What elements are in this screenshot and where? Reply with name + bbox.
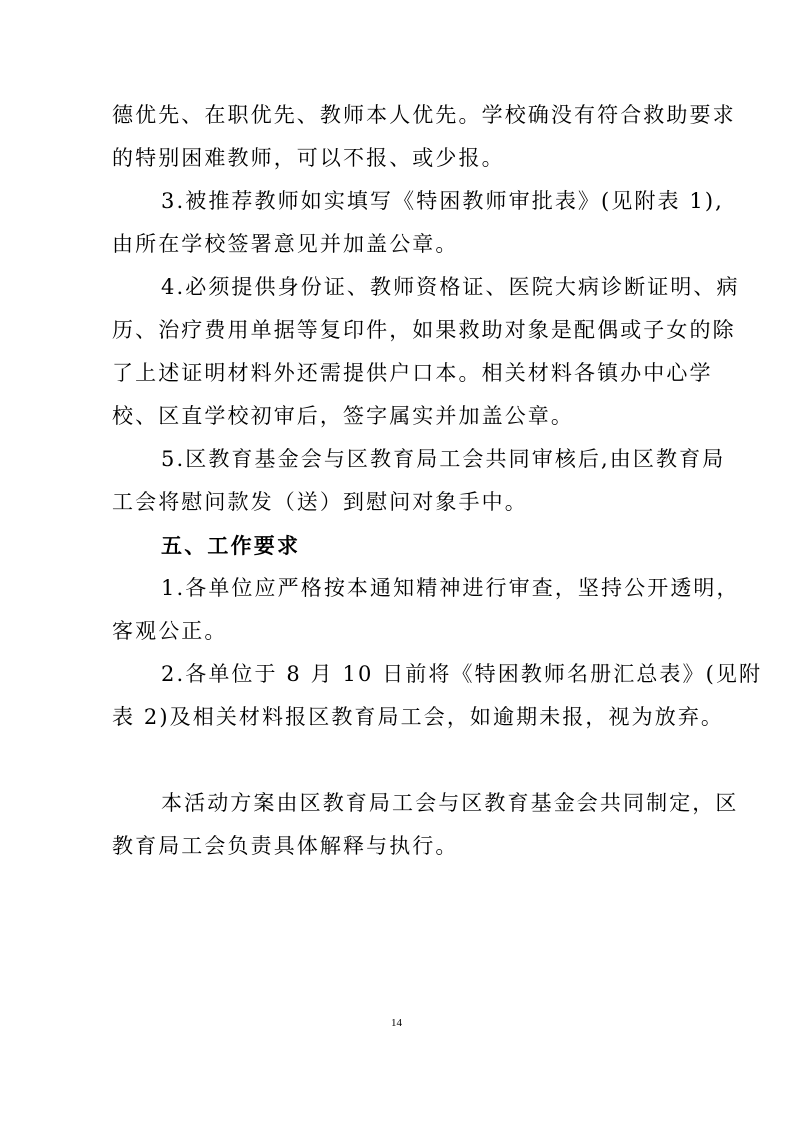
text-line: 2.各单位于 8 月 10 日前将《特困教师名册汇总表》(见附 (161, 662, 763, 686)
page-number: 14 (391, 1017, 402, 1029)
text-line: 4.必须提供身份证、教师资格证、医院大病诊断证明、病 (161, 275, 740, 299)
text-line: 教育局工会负责具体解释与执行。 (112, 834, 459, 858)
document-body (112, 94, 763, 868)
text-line: 的特别困难教师，可以不报、或少报。 (112, 146, 505, 170)
text-line: 了上述证明材料外还需提供户口本。相关材料各镇办中心学 (112, 361, 713, 385)
paragraph-gap (112, 739, 694, 782)
text-line: 本活动方案由区教育局工会与区教育基金会共同制定，区 (161, 791, 739, 815)
text-line: 校、区直学校初审后，签字属实并加盖公章。 (112, 404, 574, 428)
text-line: 客观公正。 (112, 619, 228, 643)
text-line: 表 2)及相关材料报区教育局工会，如逾期未报，视为放弃。 (112, 705, 725, 729)
text-line: 由所在学校签署意见并加盖公章。 (112, 232, 459, 256)
text-line: 1.各单位应严格按本通知精神进行审查，坚持公开透明， (161, 576, 740, 600)
text-line: 工会将慰问款发（送）到慰问对象手中。 (112, 490, 528, 514)
text-line: 5.区教育基金会与区教育局工会共同审核后,由区教育局 (161, 447, 726, 471)
text-line: 历、治疗费用单据等复印件，如果救助对象是配偶或子女的除 (112, 318, 736, 342)
text-line: 3.被推荐教师如实填写《特困教师审批表》(见附表 1), (161, 189, 724, 213)
text-line: 德优先、在职优先、教师本人优先。学校确没有符合救助要求 (112, 103, 736, 127)
section-heading: 五、工作要求 (161, 533, 301, 558)
